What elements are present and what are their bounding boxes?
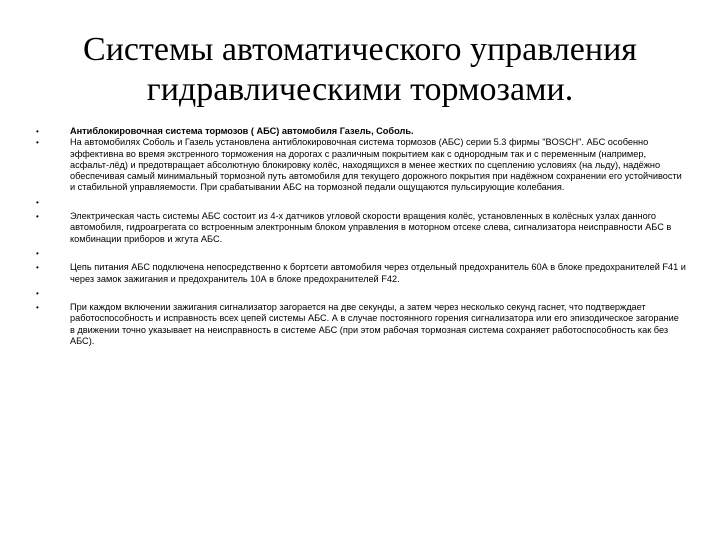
bullet-icon: •	[36, 248, 39, 258]
page-title: Системы автоматического управления гидравлическими тормозами.	[83, 31, 637, 108]
bullet-icon: •	[36, 212, 39, 222]
bullet-list	[36, 126, 686, 347]
list-item	[36, 248, 686, 259]
list-item-text: Антиблокировочная система тормозов ( АБС) автомобиля Газель, Соболь.	[70, 126, 414, 136]
bullet-icon: •	[36, 263, 39, 273]
list-item-text: При каждом включении зажигания сигнализатор загорается на две секунды, а затем через несколько секунд гаснет, что подтверждает работоспособность и исправность всех цепей системы АБС. А в случае постоянного горения сигнализатора или его эпизодическое загорание в движении точно указывает на неисправность в системе АБС (при этом рабочая тормозная система сохраняет работоспособность как без АБС).	[70, 302, 679, 347]
list-item	[36, 211, 686, 245]
list-item	[36, 262, 686, 285]
list-item	[36, 126, 686, 137]
list-item	[36, 302, 686, 347]
bullet-icon: •	[36, 303, 39, 313]
list-item	[36, 197, 686, 208]
list-item	[36, 137, 686, 193]
bullet-icon: •	[36, 288, 39, 298]
list-item-text: Цепь питания АБС подключена непосредственно к бортсети автомобиля через отдельный предохранитель 60А в блоке предохранителей F41 и через замок зажигания и предохранитель 10А в блоке предохранителей F42.	[70, 262, 686, 284]
bullet-icon: •	[36, 127, 39, 136]
bullet-icon: •	[36, 138, 39, 148]
list-item	[36, 288, 686, 299]
list-item-text: Электрическая часть системы АБС состоит из 4-х датчиков угловой скорости вращения колёс, установленных в колёсных узлах данного автомобиля, гидроагрегата со встроенным электронным блоком управления в моторном отсеке слева, сигнализатора неисправности АБС в комбинации приборов и жгута АБС.	[70, 211, 672, 244]
list-item-text: На автомобилях Соболь и Газель установлена антиблокировочная система тормозов (АБС) серии 5.3 фирмы "BOSCH". АБС особенно эффективна во время экстренного торможения на дорогах с различным покрытием как с однородным так и с переменным (например, асфальт-лёд) и предотвращает абсолютную блокировку колёс, находящихся в менее жестких по сцеплению условиях (на льду), надёжно обеспечивая самый минимальный тормозной путь автомобиля для текущего дорожного покрытия при надёжном сохранении его устойчивости и стабильной управляемости. При срабатывании АБС на тормозной педали ощущаются пульсирующие колебания.	[70, 137, 682, 193]
bullet-icon: •	[36, 197, 39, 207]
